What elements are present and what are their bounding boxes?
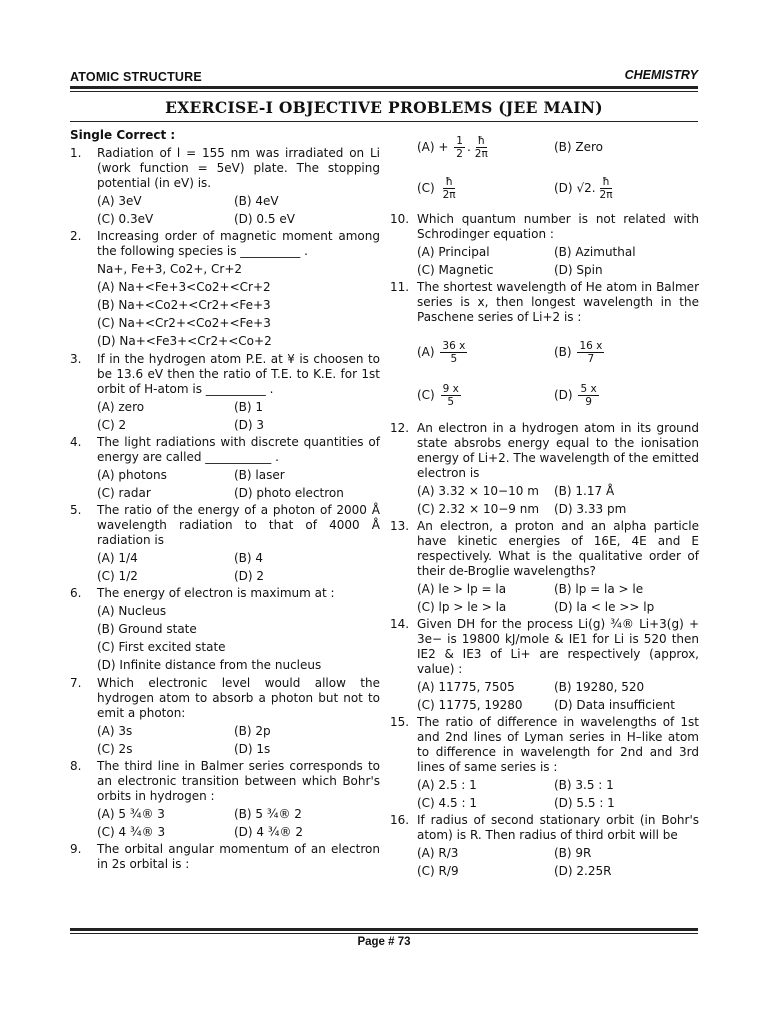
option-b[interactable]: (B) 19280, 520 xyxy=(554,680,645,694)
option-a[interactable]: (A) 11775, 7505 xyxy=(417,680,515,694)
question-text: If radius of second stationary orbit (in Bohr's atom) is R. Then radius of third orbit will be xyxy=(417,813,699,842)
numerator: ħ xyxy=(477,134,485,147)
option-b[interactable]: (B) 1.17 Å xyxy=(554,484,615,498)
option-a[interactable]: (A) 3.32 × 10−10 m xyxy=(417,484,539,498)
option-d[interactable]: (D) 0.5 eV xyxy=(234,212,295,226)
q11-options-row-2 xyxy=(417,375,699,415)
option-b[interactable]: (B) 4 xyxy=(234,551,264,565)
option-b[interactable] xyxy=(554,340,699,365)
footer-rule-thin xyxy=(70,933,698,934)
option-d[interactable]: (D) 2 xyxy=(234,569,265,583)
option-a[interactable]: (A) photons xyxy=(97,468,167,482)
header-topic: ATOMIC STRUCTURE xyxy=(70,70,202,84)
option-a[interactable]: (A) 1/4 xyxy=(97,551,138,565)
page-title: EXERCISE-I OBJECTIVE PROBLEMS (JEE MAIN) xyxy=(165,98,603,117)
question-number: 9. xyxy=(70,842,82,856)
title-rule xyxy=(70,121,698,122)
denominator: 2 xyxy=(456,147,463,160)
option-b[interactable]: (B) lp = la > le xyxy=(554,582,644,596)
option-a[interactable]: (A) 5 ¾® 3 xyxy=(97,807,165,821)
option-label: (A) xyxy=(417,344,435,359)
option-d[interactable]: (D) Infinite distance from the nucleus xyxy=(97,658,322,672)
fraction xyxy=(577,340,604,365)
question-12 xyxy=(390,421,699,481)
question-7 xyxy=(70,676,380,721)
option-c[interactable]: (C) Magnetic xyxy=(417,263,494,277)
fraction-hbar xyxy=(441,176,458,201)
options xyxy=(417,582,699,615)
options xyxy=(417,778,699,811)
dot: . xyxy=(466,139,471,154)
options xyxy=(417,846,699,879)
question-number: 5. xyxy=(70,503,82,517)
question-1 xyxy=(70,146,380,191)
option-a[interactable]: (A) R/3 xyxy=(417,846,459,860)
question-2 xyxy=(70,229,380,259)
option-b[interactable]: (B) 3.5 : 1 xyxy=(554,778,614,792)
denominator: 5 xyxy=(450,352,458,365)
denominator: 2π xyxy=(474,147,488,160)
option-d[interactable]: (D) la < le >> lp xyxy=(554,600,655,614)
option-b[interactable]: (B) 2p xyxy=(234,724,271,738)
question-number: 1. xyxy=(70,146,82,160)
question-text: The energy of electron is maximum at : xyxy=(97,586,335,600)
question-number: 12. xyxy=(390,421,410,435)
header-subject: CHEMISTRY xyxy=(624,68,698,82)
option-c[interactable]: (C) R/9 xyxy=(417,864,459,878)
species-list: Na+, Fe+3, Co2+, Cr+2 xyxy=(97,262,243,276)
option-label: (A) + xyxy=(417,139,449,154)
numerator: ħ xyxy=(602,175,610,188)
option-b[interactable]: (B) 9R xyxy=(554,846,592,860)
options xyxy=(97,400,380,433)
fraction xyxy=(578,383,598,408)
question-number: 7. xyxy=(70,676,82,690)
question-number: 16. xyxy=(390,813,410,827)
denominator: 9 xyxy=(585,395,592,408)
option-d[interactable]: (D) photo electron xyxy=(234,486,344,500)
denominator: 5 xyxy=(447,395,455,408)
options xyxy=(97,262,380,349)
dot: . xyxy=(591,180,596,195)
option-d[interactable]: (D) Spin xyxy=(554,263,603,277)
options xyxy=(97,468,380,501)
option-a[interactable]: (A) 3s xyxy=(97,724,133,738)
question-text: The orbital angular momentum of an electron in 2s orbital is : xyxy=(97,842,380,871)
option-b[interactable]: (B) Zero xyxy=(554,139,604,154)
option-d[interactable]: (D) 3.33 pm xyxy=(554,502,627,516)
option-b[interactable]: (B) 4eV xyxy=(234,194,279,208)
numerator: 36 x xyxy=(442,339,466,352)
question-number: 13. xyxy=(390,519,410,533)
option-d[interactable]: (D) 5.5 : 1 xyxy=(554,796,615,810)
question-text: The ratio of the energy of a photon of 2000 Å wavelength radiation to that of 4000 Å radiation is xyxy=(97,503,380,547)
question-text: Radiation of l = 155 nm was irradiated on Li (work function = 5eV) plate. The stopping potential (in eV) is. xyxy=(97,146,380,190)
question-3 xyxy=(70,352,380,397)
option-c[interactable] xyxy=(417,176,554,201)
question-number: 11. xyxy=(390,280,410,294)
option-a[interactable]: (A) 2.5 : 1 xyxy=(417,778,477,792)
option-b[interactable]: (B) Na+<Co2+<Cr2+<Fe+3 xyxy=(97,298,271,312)
numerator: 16 x xyxy=(579,339,603,352)
question-14 xyxy=(390,617,699,677)
option-a[interactable]: (A) le > lp = la xyxy=(417,582,507,596)
question-text: Given DH for the process Li(g) ¾® Li+3(g) + 3e− is 19800 kJ/mole & IE1 for Li is 520 then IE2 & IE3 of Li+ are respectively (approx, value) : xyxy=(417,617,699,676)
option-a[interactable] xyxy=(417,340,554,365)
question-text: Increasing order of magnetic moment among the following species is __________ . xyxy=(97,229,380,258)
option-c[interactable]: (C) 0.3eV xyxy=(97,212,154,226)
question-text: An electron, a proton and an alpha particle have kinetic energies of 16E, 4E and E respectively. What is the qualitative order of their de-Broglie wavelengths? xyxy=(417,519,699,578)
option-c[interactable]: (C) radar xyxy=(97,486,151,500)
option-c[interactable]: (C) 4.5 : 1 xyxy=(417,796,477,810)
right-column xyxy=(390,128,699,879)
option-label: (D) xyxy=(554,387,573,402)
option-a[interactable]: (A) Na+<Fe+3<Co2+<Cr+2 xyxy=(97,280,271,294)
option-c[interactable]: (C) 2 xyxy=(97,418,127,432)
option-c[interactable]: (C) lp > le > la xyxy=(417,600,507,614)
option-b[interactable]: (B) laser xyxy=(234,468,285,482)
fraction-half xyxy=(454,135,465,160)
question-15 xyxy=(390,715,699,775)
question-9 xyxy=(70,842,380,872)
options xyxy=(97,551,380,584)
option-a[interactable]: (A) zero xyxy=(97,400,145,414)
q11-options-row-1 xyxy=(417,329,699,375)
question-text: If in the hydrogen atom P.E. at ¥ is choosen to be 13.6 eV then the ratio of T.E. to K.E. for 1st orbit of H-atom is __________ . xyxy=(97,352,380,396)
numerator: 5 x xyxy=(580,382,597,395)
options xyxy=(417,680,699,713)
question-text: Which electronic level would allow the hydrogen atom to absorb a photon but not to emit a photon: xyxy=(97,676,380,720)
option-c[interactable] xyxy=(417,383,554,408)
question-text: The light radiations with discrete quantities of energy are called ___________ . xyxy=(97,435,380,464)
footer-rule xyxy=(70,928,698,931)
question-10 xyxy=(390,212,699,242)
option-c[interactable]: (C) 4 ¾® 3 xyxy=(97,825,166,839)
option-b[interactable]: (B) 5 ¾® 2 xyxy=(234,807,302,821)
option-d[interactable] xyxy=(554,176,699,201)
section-heading: Single Correct : xyxy=(70,128,176,142)
option-label: (C) xyxy=(417,387,435,402)
root-two: √2 xyxy=(576,180,592,195)
fraction-hbar xyxy=(598,176,615,201)
question-text: The ratio of difference in wavelengths of 1st and 2nd lines of Lyman series in H–like atom to difference in wavelength for 2nd and 3rd lines of same series is : xyxy=(417,715,699,774)
question-number: 2. xyxy=(70,229,82,243)
option-a[interactable]: (A) Principal xyxy=(417,245,490,259)
option-a[interactable]: (A) 3eV xyxy=(97,194,142,208)
question-number: 15. xyxy=(390,715,410,729)
fraction xyxy=(440,340,467,365)
options xyxy=(97,807,380,840)
question-text: Which quantum number is not related with Schrodinger equation : xyxy=(417,212,699,241)
numerator: ħ xyxy=(445,175,453,188)
options xyxy=(97,604,380,673)
option-label: (C) xyxy=(417,180,435,195)
question-5 xyxy=(70,503,380,548)
option-b[interactable]: (B) Ground state xyxy=(97,622,197,636)
option-c[interactable]: (C) 2.32 × 10−9 nm xyxy=(417,502,540,516)
option-d[interactable]: (D) Na+<Fe3+<Cr2+<Co+2 xyxy=(97,334,272,348)
option-c[interactable]: (C) 1/2 xyxy=(97,569,138,583)
question-number: 3. xyxy=(70,352,82,366)
options xyxy=(417,245,699,278)
options xyxy=(417,484,699,517)
question-text: An electron in a hydrogen atom in its ground state absrobs energy equal to the ionisation energy of Li+2. The wavelength of the emitted electron is xyxy=(417,421,699,480)
q9-options-row-1 xyxy=(417,128,699,166)
question-number: 6. xyxy=(70,586,82,600)
denominator: 7 xyxy=(587,352,595,365)
options xyxy=(97,194,380,227)
option-c[interactable]: (C) 2s xyxy=(97,742,133,756)
header-rule-thin xyxy=(70,91,698,92)
question-6 xyxy=(70,586,380,601)
numerator: 1 xyxy=(456,134,463,147)
page-number: Page # 73 xyxy=(357,936,411,948)
option-b[interactable]: (B) 1 xyxy=(234,400,264,414)
q9-options-row-2 xyxy=(417,166,699,210)
header-rule xyxy=(70,86,698,89)
question-4 xyxy=(70,435,380,465)
option-label: (D) xyxy=(554,180,573,195)
option-c[interactable]: (C) First excited state xyxy=(97,640,226,654)
option-a[interactable]: (A) Nucleus xyxy=(97,604,167,618)
options xyxy=(97,724,380,757)
fraction-hbar xyxy=(473,135,490,160)
denominator: 2π xyxy=(442,188,456,201)
left-column xyxy=(70,128,380,872)
option-c[interactable]: (C) Na+<Cr2+<Co2+<Fe+3 xyxy=(97,316,271,330)
denominator: 2π xyxy=(599,188,613,201)
question-number: 8. xyxy=(70,759,82,773)
fraction xyxy=(441,383,461,408)
question-number: 14. xyxy=(390,617,410,631)
option-b[interactable]: (B) Azimuthal xyxy=(554,245,636,259)
question-text: The third line in Balmer series corresponds to an electronic transition between which Bohr's orbits in hydrogen : xyxy=(97,759,380,803)
question-8 xyxy=(70,759,380,804)
option-d[interactable]: (D) 2.25R xyxy=(554,864,612,878)
option-d[interactable]: (D) Data insufficient xyxy=(554,698,675,712)
question-text: The shortest wavelength of He atom in Balmer series is x, then longest wavelength in the Paschene series of Li+2 is : xyxy=(417,280,699,324)
numerator: 9 x xyxy=(442,382,459,395)
question-13 xyxy=(390,519,699,579)
question-number: 10. xyxy=(390,212,410,226)
question-16 xyxy=(390,813,699,843)
question-number: 4. xyxy=(70,435,82,449)
option-d[interactable] xyxy=(554,383,699,408)
option-d[interactable]: (D) 3 xyxy=(234,418,265,432)
question-11 xyxy=(390,280,699,325)
option-label: (B) xyxy=(554,344,572,359)
option-d[interactable]: (D) 4 ¾® 2 xyxy=(234,825,303,839)
option-c[interactable]: (C) 11775, 19280 xyxy=(417,698,523,712)
option-a[interactable] xyxy=(417,135,554,160)
option-d[interactable]: (D) 1s xyxy=(234,742,271,756)
